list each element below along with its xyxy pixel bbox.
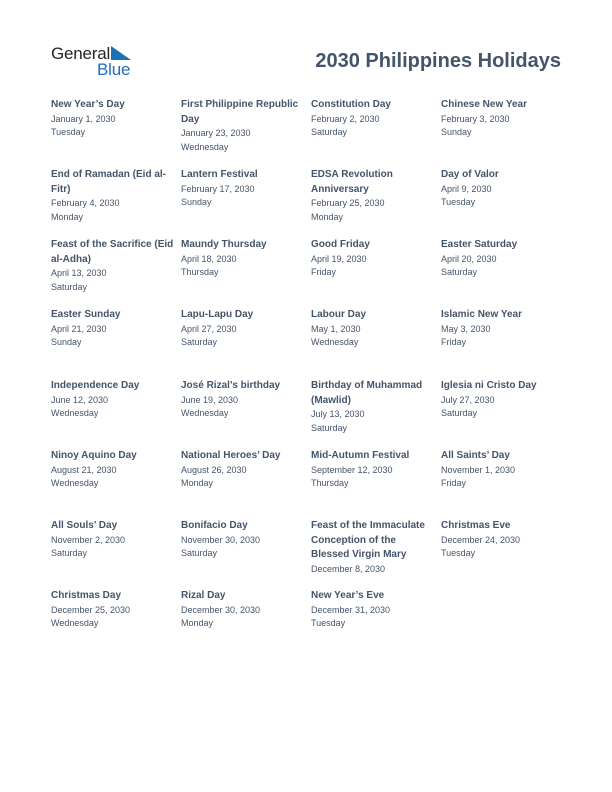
- holiday-name: Lantern Festival: [181, 169, 258, 180]
- logo-word-general: General: [51, 44, 111, 63]
- holiday-weekday: Friday: [441, 337, 467, 347]
- holiday-item: [181, 98, 305, 154]
- holiday-date: January 1, 2030: [51, 113, 116, 124]
- holiday-date: December 30, 2030: [181, 604, 261, 615]
- holiday-name: End of Ramadan (Eid al-Fitr): [51, 169, 167, 195]
- holiday-date: June 19, 2030: [181, 394, 239, 405]
- holiday-name: Good Friday: [311, 239, 370, 250]
- holiday-date: December 8, 2030: [311, 563, 386, 574]
- holiday-date: July 27, 2030: [441, 394, 495, 405]
- holiday-date: November 2, 2030: [51, 534, 126, 545]
- holiday-name: First Philippine Republic Day: [181, 99, 299, 125]
- holiday-weekday: Saturday: [311, 127, 348, 137]
- holiday-weekday: Wednesday: [181, 141, 229, 152]
- holiday-item: [51, 379, 175, 421]
- holiday-item: [181, 379, 305, 421]
- holiday-weekday: Thursday: [311, 478, 349, 488]
- holiday-name: Lapu-Lapu Day: [181, 309, 254, 320]
- holiday-item: [51, 449, 175, 491]
- holiday-name: New Year’s Eve: [311, 590, 385, 601]
- holiday-weekday: Monday: [311, 211, 344, 222]
- holiday-item: [311, 308, 435, 350]
- holiday-weekday: Saturday: [181, 548, 218, 558]
- holiday-date: April 19, 2030: [311, 253, 367, 264]
- holiday-weekday: Monday: [51, 211, 84, 222]
- holiday-date: November 1, 2030: [441, 464, 516, 475]
- holiday-weekday: Saturday: [181, 337, 218, 347]
- holiday-weekday: Saturday: [441, 408, 478, 418]
- holiday-item: [181, 168, 305, 210]
- holiday-weekday: Saturday: [51, 281, 88, 292]
- holiday-item: [51, 168, 175, 224]
- holiday-date: February 2, 2030: [311, 113, 380, 124]
- holiday-date: November 30, 2030: [181, 534, 261, 545]
- triangle-flag-icon: [111, 46, 131, 60]
- page-title: 2030 Philippines Holidays: [315, 50, 561, 72]
- holiday-date: December 25, 2030: [51, 604, 131, 615]
- holiday-name: Day of Valor: [441, 169, 499, 180]
- holiday-name: All Saints’ Day: [441, 450, 510, 461]
- holiday-name: Easter Sunday: [51, 309, 121, 320]
- holiday-name: Feast of the Sacrifice (Eid al-Adha): [51, 239, 174, 265]
- holiday-item: [311, 238, 435, 280]
- holiday-name: All Souls’ Day: [51, 520, 118, 531]
- holiday-item: [51, 589, 175, 631]
- holiday-item: [441, 519, 565, 561]
- holiday-item: [181, 308, 305, 350]
- holiday-item: [311, 519, 435, 576]
- holiday-weekday: Thursday: [181, 267, 219, 277]
- holiday-name: Birthday of Muhammad (Mawlid): [311, 380, 423, 406]
- holiday-item: [441, 168, 565, 210]
- holiday-date: December 31, 2030: [311, 604, 391, 615]
- holiday-item: [181, 519, 305, 561]
- holiday-item: [311, 168, 435, 224]
- holiday-item: [51, 238, 175, 294]
- holiday-date: August 21, 2030: [51, 464, 117, 475]
- holiday-item: [311, 449, 435, 491]
- holiday-weekday: Wednesday: [51, 478, 99, 488]
- holiday-item: [441, 98, 565, 140]
- holiday-name: Iglesia ni Cristo Day: [441, 380, 537, 391]
- holiday-name: Chinese New Year: [441, 99, 527, 110]
- holiday-item: [181, 449, 305, 491]
- holiday-date: September 12, 2030: [311, 464, 393, 475]
- holiday-weekday: Tuesday: [311, 618, 346, 628]
- holiday-name: Christmas Eve: [441, 520, 511, 531]
- holiday-name: José Rizal’s birthday: [181, 380, 281, 391]
- holiday-date: January 23, 2030: [181, 128, 251, 138]
- holiday-name: Islamic New Year: [441, 309, 522, 320]
- holiday-weekday: Monday: [181, 618, 214, 628]
- holiday-date: April 13, 2030: [51, 268, 107, 278]
- holiday-date: April 9, 2030: [441, 183, 492, 194]
- holiday-weekday: Wednesday: [311, 337, 359, 347]
- holiday-date: August 26, 2030: [181, 464, 247, 475]
- holiday-weekday: Saturday: [311, 422, 348, 433]
- holiday-item: [311, 379, 435, 435]
- holiday-weekday: Saturday: [51, 548, 88, 558]
- logo-word-blue: Blue: [97, 60, 131, 79]
- holiday-weekday: Sunday: [51, 337, 82, 347]
- holiday-item: [51, 519, 175, 561]
- holiday-date: April 20, 2030: [441, 253, 497, 264]
- holiday-date: February 25, 2030: [311, 198, 385, 208]
- holiday-name: Rizal Day: [181, 590, 226, 601]
- holiday-item: [181, 238, 305, 280]
- holiday-name: Ninoy Aquino Day: [51, 450, 137, 461]
- generalblue-logo: [51, 44, 141, 78]
- holiday-item: [441, 449, 565, 491]
- holiday-date: June 12, 2030: [51, 394, 109, 405]
- holiday-name: Constitution Day: [311, 99, 391, 110]
- holiday-name: Maundy Thursday: [181, 239, 267, 250]
- holiday-date: April 21, 2030: [51, 323, 107, 334]
- holiday-name: New Year’s Day: [51, 99, 125, 110]
- holiday-weekday: Tuesday: [441, 197, 476, 207]
- holiday-weekday: Tuesday: [441, 548, 476, 558]
- holiday-name: Independence Day: [51, 380, 140, 391]
- holiday-item: [311, 98, 435, 140]
- holiday-name: Easter Saturday: [441, 239, 518, 250]
- holiday-date: May 3, 2030: [441, 323, 491, 334]
- holiday-weekday: Wednesday: [181, 408, 229, 418]
- holiday-weekday: Sunday: [441, 127, 472, 137]
- holiday-weekday: Wednesday: [51, 408, 99, 418]
- holiday-date: February 3, 2030: [441, 113, 510, 124]
- holiday-date: December 24, 2030: [441, 534, 521, 545]
- holiday-name: Christmas Day: [51, 590, 122, 601]
- holiday-item: [311, 589, 435, 631]
- holiday-name: Mid-Autumn Festival: [311, 450, 410, 461]
- holiday-name: Feast of the Immaculate Conception of the Blessed Virgin Mary: [311, 520, 425, 560]
- holiday-item: [51, 98, 175, 140]
- holiday-weekday: Saturday: [441, 267, 478, 277]
- holiday-name: Bonifacio Day: [181, 520, 248, 531]
- holiday-date: May 1, 2030: [311, 323, 361, 334]
- holiday-item: [441, 238, 565, 280]
- holiday-weekday: Friday: [311, 267, 337, 277]
- holiday-item: [51, 308, 175, 350]
- holiday-weekday: Tuesday: [51, 127, 86, 137]
- holiday-item: [441, 379, 565, 421]
- holiday-weekday: Wednesday: [51, 618, 99, 628]
- holiday-name: National Heroes’ Day: [181, 450, 281, 461]
- holiday-item: [441, 308, 565, 350]
- holiday-weekday: Friday: [441, 478, 467, 488]
- holiday-name: Labour Day: [311, 309, 367, 320]
- holiday-date: April 27, 2030: [181, 323, 237, 334]
- holiday-item: [181, 589, 305, 631]
- holiday-name: EDSA Revolution Anniversary: [311, 169, 393, 195]
- holiday-date: February 17, 2030: [181, 183, 255, 194]
- holiday-date: February 4, 2030: [51, 198, 120, 208]
- holiday-weekday: Monday: [181, 478, 214, 488]
- holiday-date: April 18, 2030: [181, 253, 237, 264]
- holiday-date: July 13, 2030: [311, 409, 365, 419]
- holiday-weekday: Sunday: [181, 197, 212, 207]
